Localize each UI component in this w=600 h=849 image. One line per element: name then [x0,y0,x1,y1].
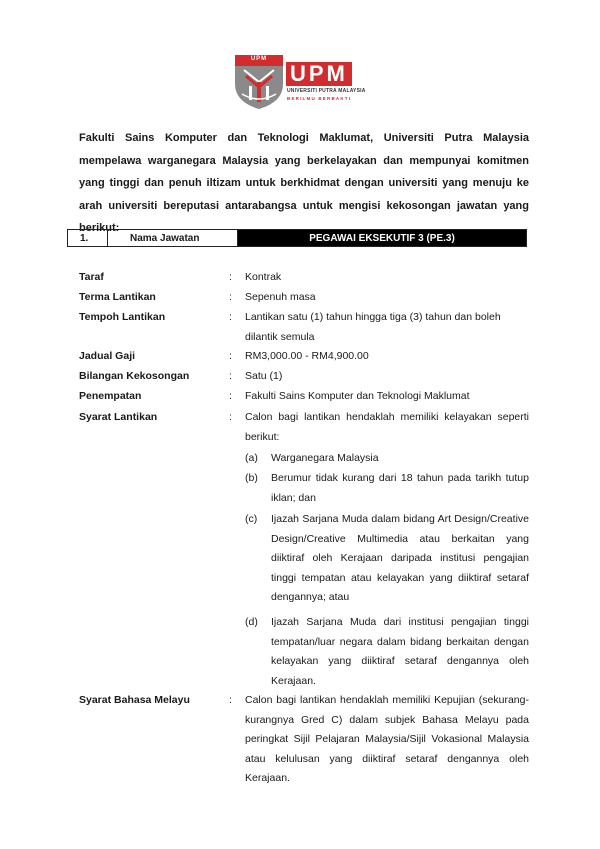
detail-label: Taraf [79,271,104,283]
colon: : [229,370,232,382]
logo-university-name: UNIVERSITI PUTRA MALAYSIA [287,88,366,94]
detail-label: Tempoh Lantikan [79,311,166,323]
detail-value: Calon bagi lantikan hendaklah memiliki Kepujian (sekurang-kurangnya Gred C) dalam subjek Bahasa Melayu pada peringkat Sijil Pelajaran Malaysia/Sijil Vokasional Malaysia atau kelulusan yang diiktiraf setaraf dengannya oleh Kerajaan. [245,694,529,784]
upm-logo [234,54,368,110]
position-label: Nama Jawatan [108,230,238,246]
detail-value: Fakulti Sains Komputer dan Teknologi Maklumat [245,390,470,402]
colon: : [229,271,232,283]
position-title-table [67,229,527,247]
detail-value: Kontrak [245,271,282,283]
detail-label: Bilangan Kekosongan [79,370,190,382]
list-text: Ijazah Sarjana Muda dari institusi pengajian tinggi tempatan/luar negara dalam bidang berkaitan dengan kelayakan yang diiktiraf setaraf dengannya oleh Kerajaan. [271,616,529,687]
colon: : [229,291,232,303]
detail-value: Sepenuh masa [245,291,316,303]
list-marker: (d) [245,616,258,628]
detail-value: Satu (1) [245,370,283,382]
colon: : [229,311,232,323]
list-text: Ijazah Sarjana Muda dalam bidang Art Design/Creative Design/Creative Multimedia atau berkaitan yang diiktiraf oleh Kerajaan daripada institusi pengajian tinggi tempatan atau kelayakan yang diiktiraf setaraf dengannya; atau [271,513,529,603]
upm-crest-icon [234,54,284,110]
logo-wordmark: UPM [286,62,352,86]
detail-label: Penempatan [79,390,142,402]
detail-value: Calon bagi lantikan hendaklah memiliki kelayakan seperti berikut: [245,411,529,443]
colon: : [229,390,232,402]
detail-value: RM3,000.00 - RM4,900.00 [245,350,369,362]
list-marker: (b) [245,472,258,484]
detail-label: Jadual Gaji [79,350,136,362]
list-text: Warganegara Malaysia [271,452,379,464]
list-text: Berumur tidak kurang dari 18 tahun pada tarikh tutup iklan; dan [271,472,529,504]
logo-motto: BERILMU BERBAKTI [287,96,352,101]
detail-label: Terma Lantikan [79,291,156,303]
list-marker: (c) [245,513,258,525]
colon: : [229,694,232,706]
position-title: PEGAWAI EKSEKUTIF 3 (PE.3) [238,230,526,246]
detail-label: Syarat Lantikan [79,411,158,423]
position-number: 1. [68,230,108,246]
intro-paragraph: Fakulti Sains Komputer dan Teknologi Maklumat, Universiti Putra Malaysia mempelawa warganegara Malaysia yang berkelayakan dan mempunyai komitmen yang tinggi dan penuh iltizam untuk berkhidmat dengan universiti yang menuju ke arah universiti bereputasi antarabangsa untuk mengisi kekosongan jawatan yang berikut: [79,132,529,234]
detail-label: Syarat Bahasa Melayu [79,694,190,706]
colon: : [229,411,232,423]
detail-value: Lantikan satu (1) tahun hingga tiga (3) tahun dan boleh dilantik semula [245,311,501,343]
colon: : [229,350,232,362]
crest-text: UPM [250,56,268,62]
list-marker: (a) [245,452,258,464]
